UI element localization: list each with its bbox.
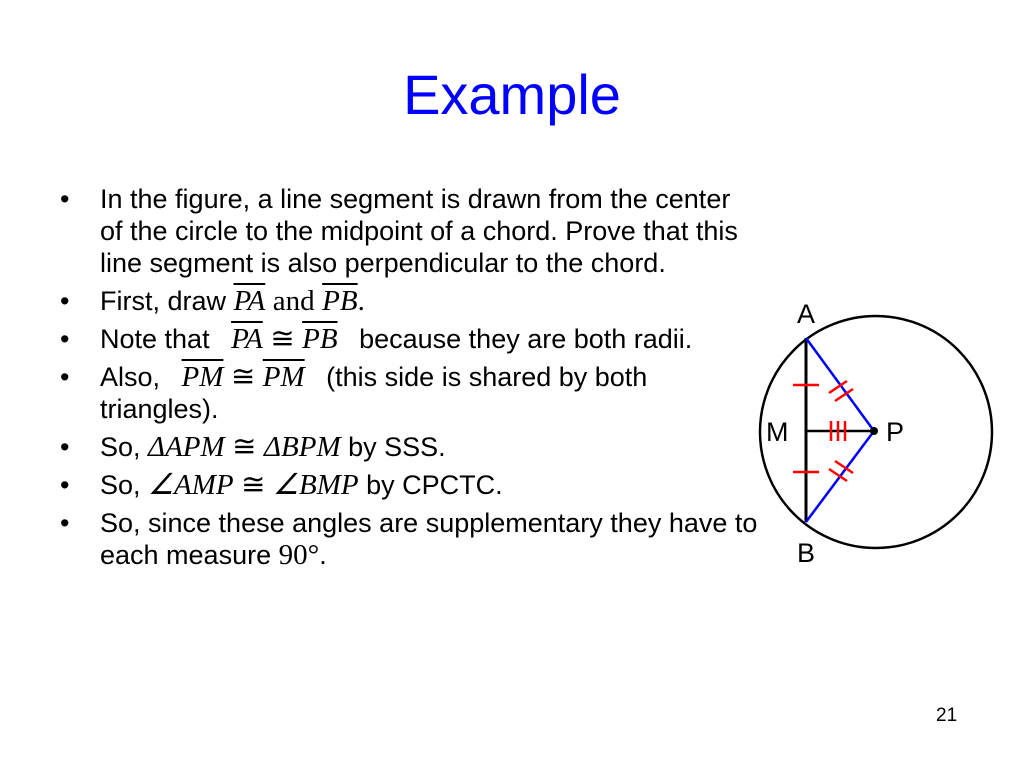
bullet-dot: • <box>60 362 70 392</box>
triangle-bpm: ΔBPM <box>264 431 341 463</box>
bullet-dot: • <box>60 432 70 462</box>
period: . <box>319 540 327 570</box>
bullet-text: by SSS. <box>348 432 446 462</box>
label-b: B <box>796 538 816 568</box>
congruent-symbol: ≅ <box>232 431 257 463</box>
segment-pm: $\overline{PM}$ <box>181 361 224 393</box>
label-a: A <box>796 299 816 329</box>
bullet-text: So, <box>100 432 141 462</box>
bullet-dot: • <box>60 508 70 538</box>
bullet-text: Also, <box>100 362 161 392</box>
bullet-dot: • <box>60 470 70 500</box>
bullet-text: by CPCTC. <box>366 470 503 500</box>
and-word: and <box>272 285 315 317</box>
slide-number: 21 <box>936 705 958 726</box>
bullet-text: In the figure, a line segment is drawn from the center of the circle to the midpoint of a chord. Prove that this line segment is also perpendicular to the chord. <box>100 184 738 278</box>
ninety-degrees: 90° <box>278 539 320 571</box>
bullet-dot: • <box>60 184 70 214</box>
segment-pa: $\overline{PA}$ <box>231 323 263 355</box>
bullet-text: (this side is shared by both triangles). <box>100 362 648 424</box>
slide-title: Example <box>403 63 621 126</box>
bullet-dot: • <box>60 324 70 354</box>
bullet-text: because they are both radii. <box>359 324 693 354</box>
angle-amp: ∠AMP <box>148 469 234 501</box>
period: . <box>357 285 365 317</box>
bullet-text: First, draw <box>100 286 227 316</box>
segment-pb: $\overline{PB}$ <box>302 323 338 355</box>
angle-bmp: ∠BMP <box>272 469 359 501</box>
congruent-symbol: ≅ <box>241 469 266 501</box>
label-m: M <box>766 417 789 447</box>
bullet-dot: • <box>60 286 70 316</box>
label-p: P <box>886 417 905 447</box>
congruent-symbol: ≅ <box>230 361 256 393</box>
segment-pb: $\overline{PB}$ <box>322 285 358 317</box>
triangle-apm: ΔAPM <box>148 431 225 463</box>
bullet-text: So, since these angles are supplementary they have to each measure <box>100 508 758 570</box>
congruent-symbol: ≅ <box>270 323 295 355</box>
bullet-text: Note that <box>100 324 210 354</box>
segment-pa: $\overline{PA}$ <box>233 285 266 317</box>
center-point-p <box>870 427 878 435</box>
bullet-text: So, <box>100 470 141 500</box>
segment-pm: $\overline{PM}$ <box>262 361 305 393</box>
